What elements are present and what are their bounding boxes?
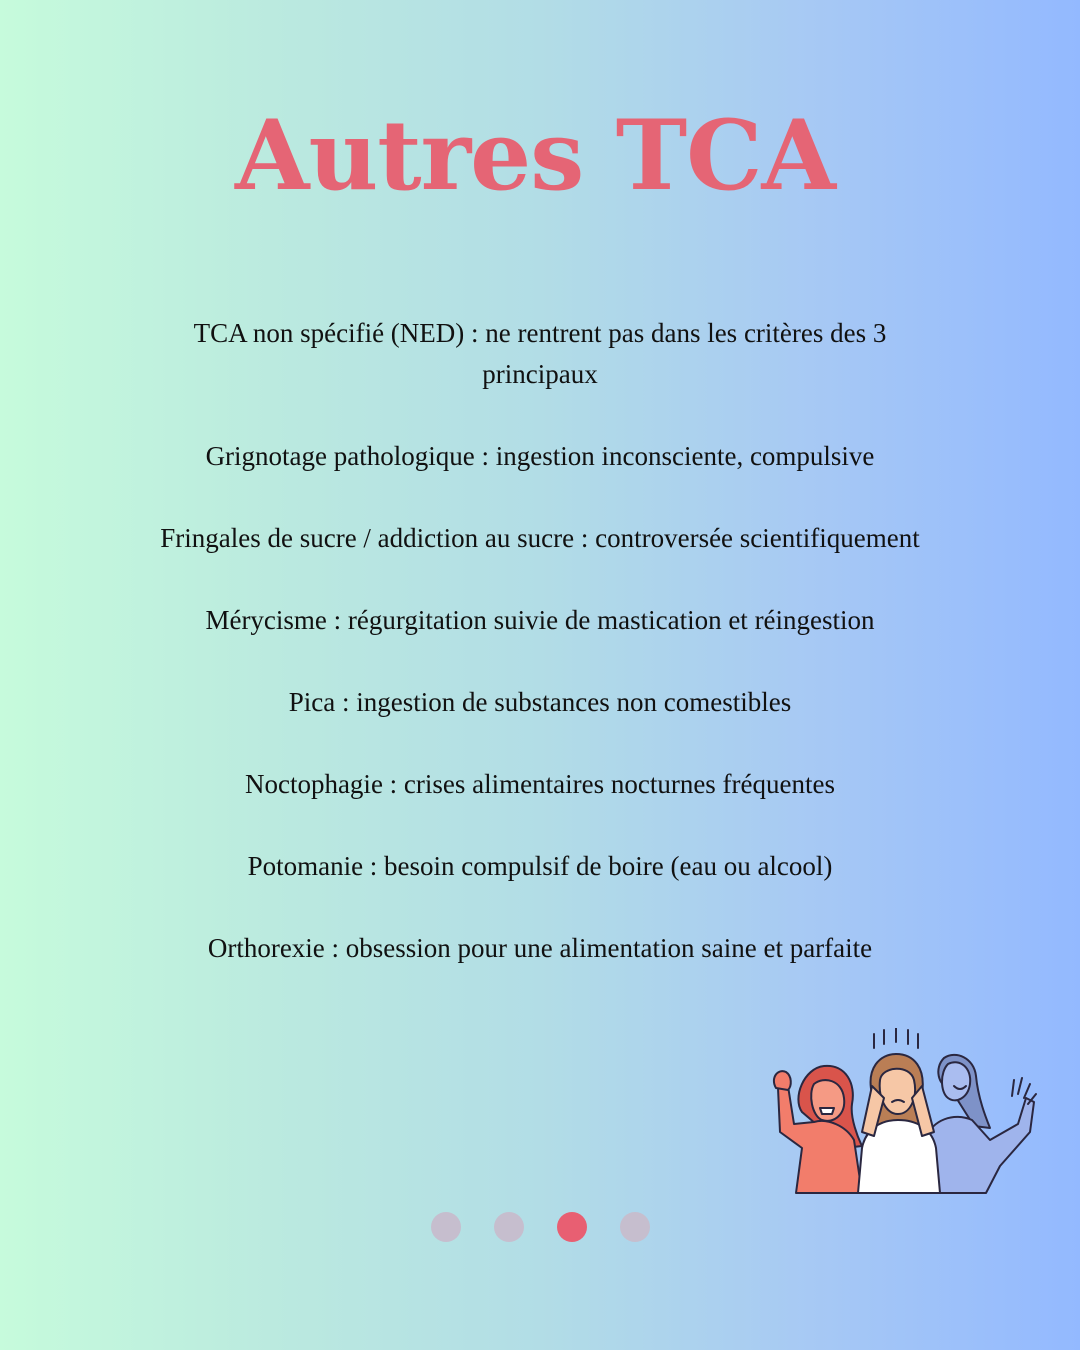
three-stressed-women-illustration [750, 1028, 1050, 1203]
list-item: Orthorexie : obsession pour une alimentation saine et parfaite [207, 933, 873, 963]
list-item: Potomanie : besoin compulsif de boire (eau ou alcool) [247, 851, 833, 881]
list-item: Noctophagie : crises alimentaires nocturnes fréquentes [244, 769, 836, 799]
list-item: Fringales de sucre / addiction au sucre : controversée scientifiquement [160, 523, 920, 553]
list-item: TCA non spécifié (NED) : ne rentrent pas dans les critères des 3 principaux [193, 318, 887, 389]
list-item: Pica : ingestion de substances non comestibles [288, 687, 792, 717]
page-dot-3-active[interactable] [557, 1212, 587, 1242]
page-dot-4[interactable] [620, 1212, 650, 1242]
pagination-dots [0, 1212, 1080, 1242]
page-dot-1[interactable] [431, 1212, 461, 1242]
page-dot-2[interactable] [494, 1212, 524, 1242]
page-title: Autres TCA [234, 99, 836, 212]
list-item: Mérycisme : régurgitation suivie de mastication et réingestion [205, 605, 875, 635]
list-item: Grignotage pathologique : ingestion inconsciente, compulsive [205, 441, 875, 471]
tca-list [140, 313, 940, 1010]
